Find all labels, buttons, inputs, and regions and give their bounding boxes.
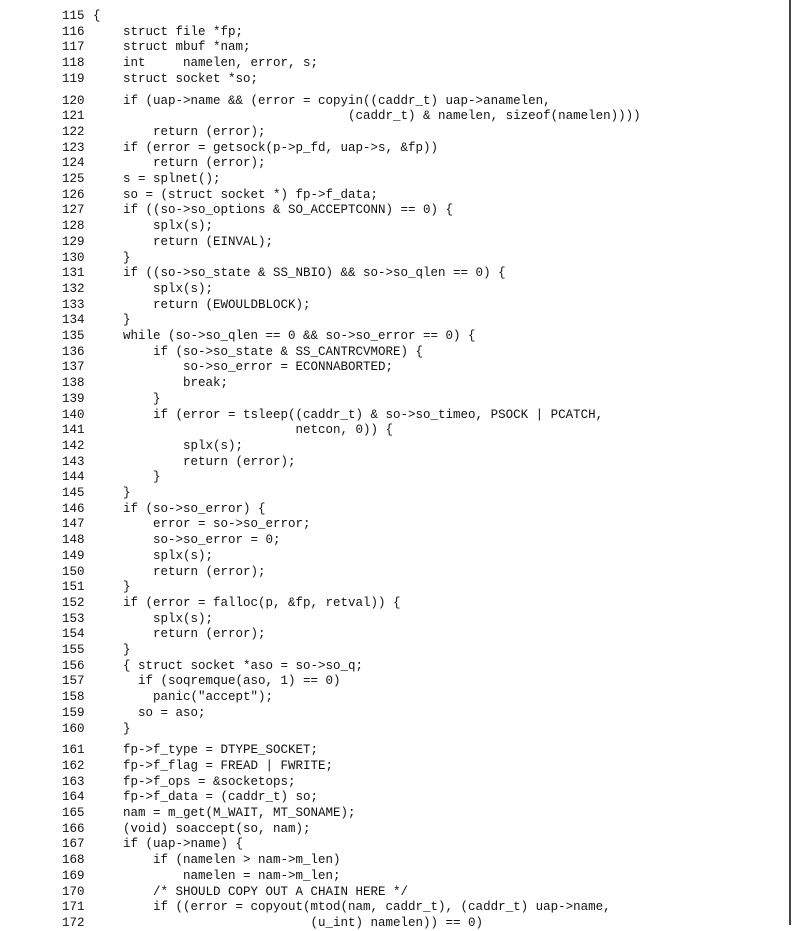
line-number: 143 [62,454,85,469]
line-number: 172 [62,915,85,930]
line-number: 161 [62,743,85,758]
line-number: 121 [62,109,85,124]
line-code: if ((so->so_state & SS_NBIO) && so->so_qlen == 0) { [93,266,506,281]
line-code: { [93,9,101,23]
line-number: 134 [62,313,85,328]
line-number: 117 [62,40,85,55]
line-code: if (namelen > nam->m_len) [93,853,341,868]
line-number: 141 [62,423,85,438]
line-number: 144 [62,470,85,485]
line-number: 133 [62,297,85,312]
line-number: 170 [62,884,85,899]
line-number: 123 [62,140,85,155]
line-code: } [93,721,131,736]
line-number: 124 [62,156,85,171]
line-code: return (error); [93,564,266,579]
line-number: 169 [62,868,85,883]
line-number: 163 [62,774,85,789]
page-edge-rule [789,0,791,925]
line-code: (caddr_t) & namelen, sizeof(namelen)))) [93,109,641,124]
line-code: splx(s); [93,611,214,626]
line-number: 158 [62,690,85,705]
line-code: s = splnet(); [93,172,221,186]
line-number: 171 [62,900,85,915]
line-code: { struct socket *aso = so->so_q; [93,658,364,673]
line-code: if (soqremque(aso, 1) == 0) [93,674,341,689]
line-number: 130 [62,250,85,265]
line-code: if (error = tsleep((caddr_t) & so->so_timeo, PSOCK | PCATCH, [93,407,604,422]
line-code: nam = m_get(M_WAIT, MT_SONAME); [93,806,356,820]
line-code: } [93,486,131,500]
line-code: struct file *fp; [93,24,244,39]
line-code: splx(s); [93,281,214,296]
line-number: 131 [62,266,85,281]
line-code: if (uap->name && (error = copyin((caddr_t) uap->anamelen, [93,93,551,108]
line-code: (u_int) namelen)) == 0) [93,915,484,930]
line-code: if (error = falloc(p, &fp, retval)) { [93,595,401,610]
line-code: splx(s); [93,219,214,234]
line-number: 147 [62,517,85,532]
line-code: netcon, 0)) { [93,423,394,438]
line-code: } [93,643,131,657]
line-number: 166 [62,821,85,836]
line-number: 120 [62,93,85,108]
line-code: /* SHOULD COPY OUT A CHAIN HERE */ [93,884,409,899]
line-code: splx(s); [93,548,214,563]
line-number: 125 [62,172,85,186]
line-code: struct socket *so; [93,71,259,86]
line-code: return (error); [93,156,266,171]
line-number: 132 [62,281,85,296]
line-code: return (error); [93,454,296,469]
line-number: 168 [62,853,85,868]
line-code: namelen = nam->m_len; [93,868,341,883]
line-number: 153 [62,611,85,626]
line-number: 146 [62,501,85,516]
line-code: if (so->so_state & SS_CANTRCVMORE) { [93,344,424,359]
line-code: splx(s); [93,438,244,453]
line-code: if (so->so_error) { [93,501,266,516]
line-number: 138 [62,376,85,391]
line-number: 116 [62,24,85,39]
line-number: 152 [62,595,85,610]
line-code: if (error = getsock(p->p_fd, uap->s, &fp)) [93,140,439,155]
line-number: 140 [62,407,85,422]
line-number: 165 [62,806,85,820]
line-number: 137 [62,360,85,375]
line-code: if ((error = copyout(mtod(nam, caddr_t), (caddr_t) uap->name, [93,900,611,915]
line-number: 129 [62,234,85,249]
line-number: 154 [62,627,85,642]
line-code: return (EINVAL); [93,234,274,249]
line-code: break; [93,376,229,391]
line-code: if (uap->name) { [93,837,244,852]
line-code: fp->f_data = (caddr_t) so; [93,790,319,805]
line-number: 135 [62,329,85,343]
line-code: if ((so->so_options & SO_ACCEPTCONN) == 0) { [93,203,454,218]
line-code: so->so_error = ECONNABORTED; [93,360,394,375]
line-code: so->so_error = 0; [93,533,281,548]
line-number: 115 [62,9,85,23]
line-code: } [93,250,131,265]
line-number: 156 [62,658,85,673]
line-code: } [93,313,131,328]
line-number: 119 [62,71,85,86]
line-code: panic("accept"); [93,690,274,705]
line-code: fp->f_flag = FREAD | FWRITE; [93,758,334,773]
line-number: 151 [62,580,85,595]
line-number: 149 [62,548,85,563]
line-number: 126 [62,187,85,202]
line-number: 136 [62,344,85,359]
line-code: (void) soaccept(so, nam); [93,821,311,836]
line-number: 155 [62,643,85,657]
line-code: so = (struct socket *) fp->f_data; [93,187,379,202]
line-code: fp->f_type = DTYPE_SOCKET; [93,743,319,758]
line-code: fp->f_ops = &socketops; [93,774,296,789]
line-number: 167 [62,837,85,852]
line-number: 164 [62,790,85,805]
line-code: } [93,580,131,595]
line-number: 157 [62,674,85,689]
line-code: return (error); [93,627,266,642]
line-code: while (so->so_qlen == 0 && so->so_error == 0) { [93,329,476,343]
line-code: int namelen, error, s; [93,56,319,71]
line-number: 142 [62,438,85,453]
line-code: error = so->so_error; [93,517,311,532]
line-code: return (EWOULDBLOCK); [93,297,311,312]
line-number: 148 [62,533,85,548]
line-code: return (error); [93,124,266,139]
line-code: } [93,391,161,406]
line-number: 122 [62,124,85,139]
line-number: 139 [62,391,85,406]
line-number: 127 [62,203,85,218]
line-number: 145 [62,486,85,500]
line-number: 159 [62,705,85,720]
line-number: 160 [62,721,85,736]
line-code: } [93,470,161,485]
line-number: 128 [62,219,85,234]
line-number: 162 [62,758,85,773]
line-number: 150 [62,564,85,579]
line-code: so = aso; [93,705,206,720]
line-number: 118 [62,56,85,71]
line-code: struct mbuf *nam; [93,40,251,55]
